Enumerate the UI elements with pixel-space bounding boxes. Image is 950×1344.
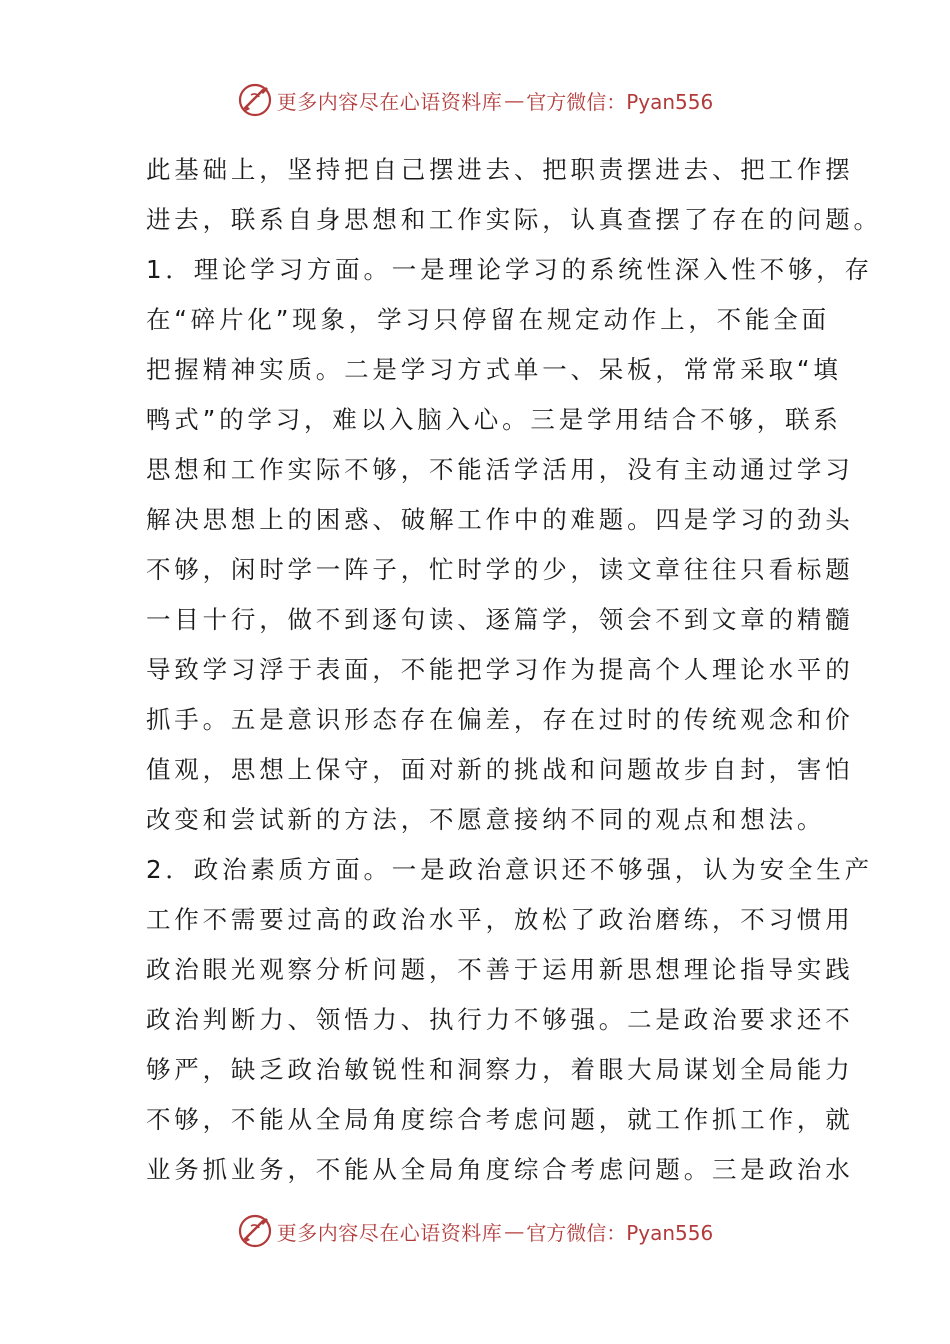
text-line: 工作不需要过高的政治水平，放松了政治磨练，不习惯用 [146, 905, 854, 934]
text-line: 政治眼光观察分析问题，不善于运用新思想理论指导实践 [146, 955, 854, 984]
text-line: 值观，思想上保守，面对新的挑战和问题故步自封，害怕 [146, 755, 854, 784]
text-line: 政治判断力、领悟力、执行力不够强。二是政治要求还不 [146, 1005, 854, 1034]
footer-title: 更多内容尽在心语资料库 [276, 1220, 503, 1245]
header-wechat: 官方微信：Pyan556 [526, 89, 714, 114]
text-line: 思想和工作实际不够，不能活学活用，没有主动通过学习 [146, 455, 854, 484]
header-dash: — [504, 88, 525, 112]
text-line: 够严，缺乏政治敏锐性和洞察力，着眼大局谋划全局能力 [146, 1055, 854, 1084]
pen-logo-icon [237, 1213, 273, 1249]
pen-logo-icon [237, 82, 273, 118]
text-line: 在“碎片化”现象，学习只停留在规定动作上，不能全面 [146, 305, 830, 334]
header-banner [0, 80, 950, 120]
footer-wechat: 官方微信：Pyan556 [526, 1220, 714, 1245]
text-line: 抓手。五是意识形态存在偏差，存在过时的传统观念和价 [146, 705, 854, 734]
text-line: 2．政治素质方面。一是政治意识还不够强，认为安全生产 [146, 855, 873, 884]
text-line: 一目十行，做不到逐句读、逐篇学，领会不到文章的精髓 [146, 605, 854, 634]
text-line: 进去，联系自身思想和工作实际，认真查摆了存在的问题。 [146, 205, 882, 234]
text-line: 解决思想上的困惑、破解工作中的难题。四是学习的劲头 [146, 505, 854, 534]
text-line: 业务抓业务，不能从全局角度综合考虑问题。三是政治水 [146, 1155, 854, 1184]
footer-dash: — [504, 1219, 525, 1243]
document-body [146, 145, 882, 1195]
text-line: 不够，闲时学一阵子，忙时学的少，读文章往往只看标题 [146, 555, 854, 584]
text-line: 鸭式”的学习，难以入脑入心。三是学用结合不够，联系 [146, 405, 842, 434]
text-line: 把握精神实质。二是学习方式单一、呆板，常常采取“填 [146, 355, 842, 384]
text-line: 不够，不能从全局角度综合考虑问题，就工作抓工作，就 [146, 1105, 854, 1134]
text-line: 导致学习浮于表面，不能把学习作为提高个人理论水平的 [146, 655, 854, 684]
text-line: 改变和尝试新的方法，不愿意接纳不同的观点和想法。 [146, 805, 826, 834]
footer-banner [0, 1211, 950, 1251]
header-title: 更多内容尽在心语资料库 [276, 89, 503, 114]
text-line: 1．理论学习方面。一是理论学习的系统性深入性不够，存 [146, 255, 873, 284]
text-line: 此基础上，坚持把自己摆进去、把职责摆进去、把工作摆 [146, 155, 854, 184]
